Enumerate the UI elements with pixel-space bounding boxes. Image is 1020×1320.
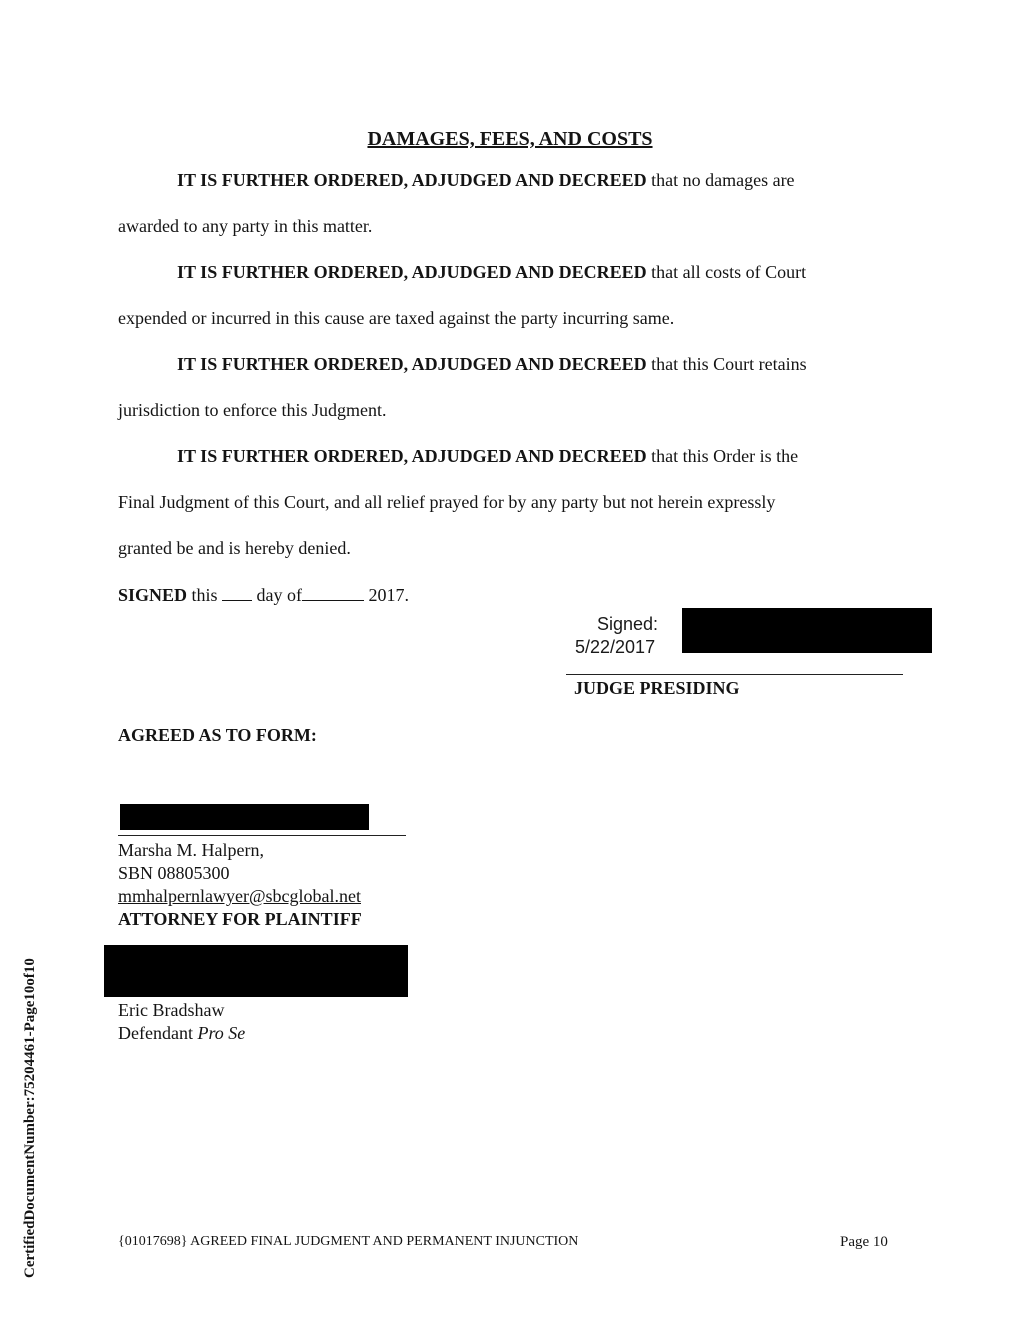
paragraph-4-line-1 [177, 446, 798, 467]
decree-lead: IT IS FURTHER ORDERED, ADJUDGED AND DECREED [177, 170, 647, 190]
paragraph-4-line-3: granted be and is hereby denied. [118, 538, 351, 558]
paragraph-3-line-2: jurisdiction to enforce this Judgment. [118, 400, 387, 420]
footer-page-number: Page 10 [840, 1234, 888, 1250]
signed-line [118, 585, 409, 606]
decree-text: that no damages are [646, 170, 795, 190]
defendant-name: Eric Bradshaw [118, 1000, 225, 1020]
month-blank [302, 586, 364, 601]
decree-lead: IT IS FURTHER ORDERED, ADJUDGED AND DECREED [177, 446, 647, 466]
judge-signature-line [566, 674, 903, 675]
defendant-role [118, 1023, 245, 1044]
day-blank [222, 586, 252, 601]
agreed-as-to-form: AGREED AS TO FORM: [118, 725, 317, 745]
certified-document-number: CertifiedDocumentNumber:75204461-Page10of10 [22, 958, 38, 1278]
stamp-signed-label: Signed: [597, 614, 659, 634]
judge-signature-redaction [682, 608, 932, 653]
judge-presiding-label: JUDGE PRESIDING [574, 678, 740, 698]
paragraph-2-line-2: expended or incurred in this cause are taxed against the party incurring same. [118, 308, 675, 328]
stamp-date: 5/22/2017 [575, 637, 656, 657]
decree-text: that all costs of Court [646, 262, 807, 282]
attorney-email: mmhalpernlawyer@sbcglobal.net [118, 886, 361, 906]
signed-bold: SIGNED [118, 585, 188, 605]
paragraph-2-line-1 [177, 262, 806, 283]
paragraph-1-line-1 [177, 170, 795, 191]
paragraph-3-line-1 [177, 354, 807, 375]
decree-text: that this Order is the [646, 446, 799, 466]
signed-this: this [187, 585, 223, 605]
signed-day-of: day of [252, 585, 303, 605]
defendant-signature-redaction [104, 945, 408, 997]
defendant-role-italic: Pro Se [197, 1023, 246, 1043]
section-heading: DAMAGES, FEES, AND COSTS [367, 128, 653, 150]
footer-document-title: {01017698} AGREED FINAL JUDGMENT AND PERMANENT INJUNCTION [118, 1234, 579, 1249]
attorney-name: Marsha M. Halpern, [118, 840, 264, 860]
attorney-signature-redaction [120, 804, 369, 830]
decree-text: that this Court retains [646, 354, 807, 374]
attorney-role: ATTORNEY FOR PLAINTIFF [118, 909, 362, 929]
signed-year: 2017. [364, 585, 410, 605]
decree-lead: IT IS FURTHER ORDERED, ADJUDGED AND DECREED [177, 262, 647, 282]
attorney-sbn: SBN 08805300 [118, 863, 230, 883]
decree-lead: IT IS FURTHER ORDERED, ADJUDGED AND DECREED [177, 354, 647, 374]
defendant-role-prefix: Defendant [118, 1023, 198, 1043]
paragraph-1-line-2: awarded to any party in this matter. [118, 216, 373, 236]
attorney-signature-line [118, 835, 406, 836]
paragraph-4-line-2: Final Judgment of this Court, and all relief prayed for by any party but not herein expressly [118, 492, 776, 512]
